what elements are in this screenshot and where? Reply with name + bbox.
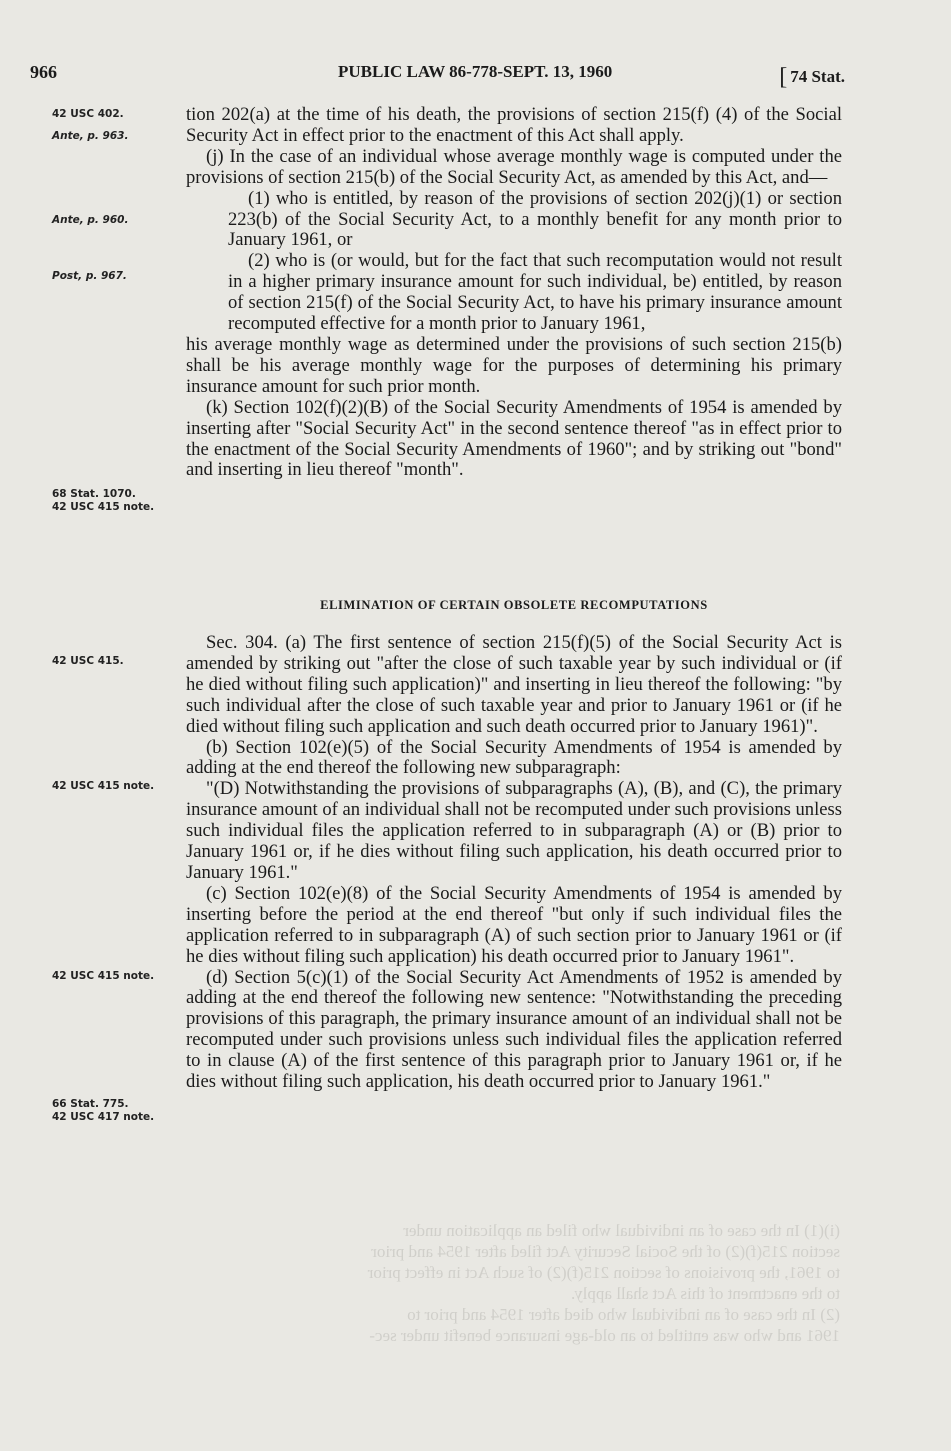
paragraph: (k) Section 102(f)(2)(B) of the Social Security Amendments of 1954 is amended by inserting after "Social Security Act" in the second sentence thereof "as in effect prior to the enactment of the Social Security Amendments of 1960"; and by striking out "bond" and inserting in lieu thereof "month".: [186, 396, 842, 481]
margin-note: 42 USC 415.: [52, 655, 124, 667]
margin-note: 66 Stat. 775. 42 USC 417 note.: [52, 1098, 155, 1123]
paragraph: tion 202(a) at the time of his death, the provisions of section 215(f) (4) of the Social Security Act in effect prior to the enactment of this Act shall apply.: [186, 104, 842, 146]
running-header: [30, 62, 845, 88]
margin-note: 68 Stat. 1070. 42 USC 415 note.: [52, 488, 155, 513]
paragraph: (d) Section 5(c)(1) of the Social Security Act Amendments of 1952 is amended by adding at the end thereof the following new sentence: "Notwithstanding the preceding provisions of this paragraph, the primary insurance amount of an individual shall not be recomputed under such provisions unless such individual files the application referred to in clause (A) of the first sentence of this paragraph prior to January 1961 or, if he dies without filing such application, his death occurred prior to January 1961.": [186, 966, 842, 1093]
margin-note: 42 USC 415 note.: [52, 970, 155, 982]
list-item: (1) who is entitled, by reason of the provisions of section 202(j)(1) or section 223(b) of the Social Security Act, to a monthly benefit for any month prior to January 1961, or: [228, 187, 842, 251]
bleed-through: (i)(1) In the case of an individual who filed an application under section 215(f)(2) of the Social Security Act filed after 1954 and prior to 1961, the provisions of section 215(f)(2) of such Act in effect prior to the enactment of this Act shall apply. (2) In the case of an individual who died after 1954 and prior to 1961 and who was entitled to an old-age insurance benefit under sec-: [367, 1221, 840, 1345]
margin-note: Post, p. 967.: [52, 270, 127, 282]
margin-note: 42 USC 415 note.: [52, 780, 155, 792]
header-title: PUBLIC LAW 86-778-SEPT. 13, 1960: [338, 62, 613, 81]
volume-reference: [ 74 Stat.: [779, 64, 845, 90]
paragraph: (j) In the case of an individual whose average monthly wage is computed under the provisions of section 215(b) of the Social Security Act, as amended by this Act, and—: [186, 145, 842, 188]
section-heading: ELIMINATION OF CERTAIN OBSOLETE RECOMPUTATIONS: [320, 598, 708, 612]
paragraph: (c) Section 102(e)(8) of the Social Security Amendments of 1954 is amended by inserting before the period at the end thereof "but only if such individual files the application referred to in subparagraph (A) of such section prior to January 1961 or (if he dies without filing such application) his death occurred prior to January 1961".: [186, 882, 842, 967]
margin-note: Ante, p. 960.: [52, 214, 129, 226]
paragraph: his average monthly wage as determined under the provisions of such section 215(b) shall be his average monthly wage for the purposes of determining his primary insurance amount for such prior month.: [186, 333, 842, 397]
statute-text-upper: [186, 105, 842, 481]
margin-note: 42 USC 402.: [52, 108, 124, 120]
page-number: 966: [30, 62, 57, 82]
list-item: (2) who is (or would, but for the fact that such recomputation would not result in a higher primary insurance amount for such individual, be) entitled, by reason of section 215(f) of the Social Security Act, to have his primary insurance amount recomputed effective for a month prior to January 1961,: [228, 250, 842, 335]
statute-text-lower: [186, 633, 842, 1093]
paragraph: (b) Section 102(e)(5) of the Social Security Amendments of 1954 is amended by adding at the end thereof the following new subparagraph:: [186, 736, 842, 779]
paragraph: Sec. 304. (a) The first sentence of section 215(f)(5) of the Social Security Act is amended by striking out "after the close of such taxable year by such individual or (if he died without filing such application)" and inserting in lieu thereof the following: "by such individual after the close of such taxable year and prior to January 1961 or (if he died without filing such application and such death occurred prior to January 1961)".: [186, 632, 842, 737]
quoted-subparagraph: "(D) Notwithstanding the provisions of subparagraphs (A), (B), and (C), the primary insurance amount of an individual shall not be recomputed under such provisions unless such individual files the application referred to in subparagraph (A) or (B) prior to January 1961 or, if he dies without filing such application, his death occurred prior to January 1961.": [186, 778, 842, 883]
margin-note: Ante, p. 963.: [52, 130, 129, 142]
